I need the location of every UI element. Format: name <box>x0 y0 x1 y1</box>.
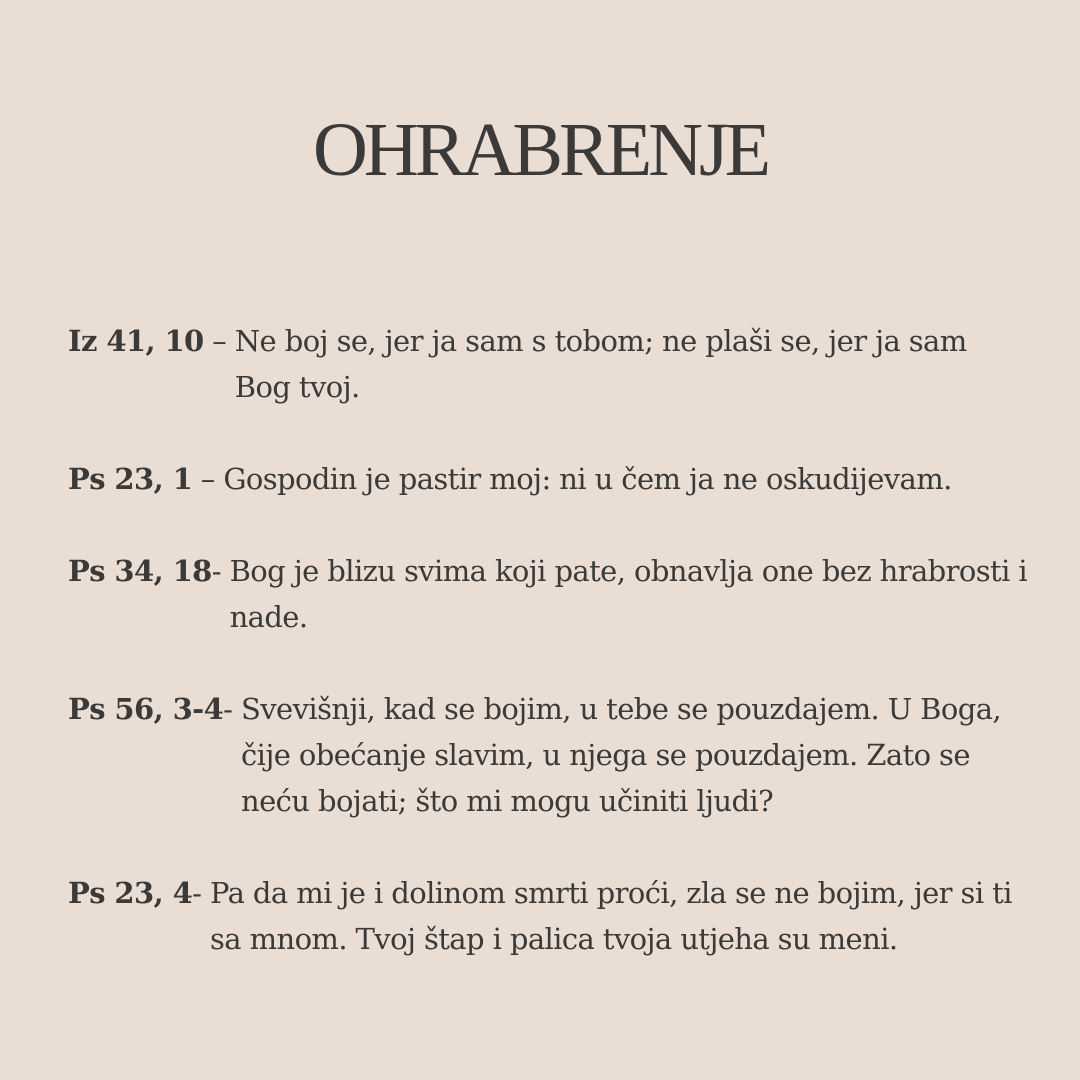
verse-item <box>68 318 1028 410</box>
verse-text: Ne boj se, jer ja sam s tobom; ne plaši se, jer ja sam Bog tvoj. <box>234 324 967 404</box>
verse-separator: - <box>211 554 230 588</box>
verse-item <box>68 870 1028 962</box>
verse-reference: Ps 23, 1 <box>68 462 193 496</box>
verse-list <box>68 318 1028 962</box>
page-title: OHRABRENJE <box>312 108 768 192</box>
verse-text: Pa da mi je i dolinom smrti proći, zla se ne bojim, jer si ti sa mnom. Tvoj štap i palica tvoja utjeha su meni. <box>210 876 1012 956</box>
verse-separator: - <box>192 876 210 910</box>
verse-item <box>68 548 1028 640</box>
verse-text: Gospodin je pastir moj: ni u čem ja ne oskudijevam. <box>223 462 952 496</box>
verse-separator: – <box>203 324 235 358</box>
verse-text: Bog je blizu svima koji pate, obnavlja one bez hrabrosti i nade. <box>229 554 1028 634</box>
verse-text: Svevišnji, kad se bojim, u tebe se pouzdajem. U Boga, čije obećanje slavim, u njega se pouzdajem. Zato se neću bojati; što mi mogu učiniti ljudi? <box>241 692 1002 818</box>
verse-separator: - <box>223 692 241 726</box>
verse-reference: Iz 41, 10 <box>68 324 204 358</box>
verse-item <box>68 686 1028 824</box>
verse-separator: – <box>192 462 224 496</box>
verse-reference: Ps 34, 18 <box>68 554 212 588</box>
verse-reference: Ps 56, 3-4 <box>68 692 224 726</box>
verse-reference: Ps 23, 4 <box>68 876 193 910</box>
verse-item <box>68 456 1028 502</box>
